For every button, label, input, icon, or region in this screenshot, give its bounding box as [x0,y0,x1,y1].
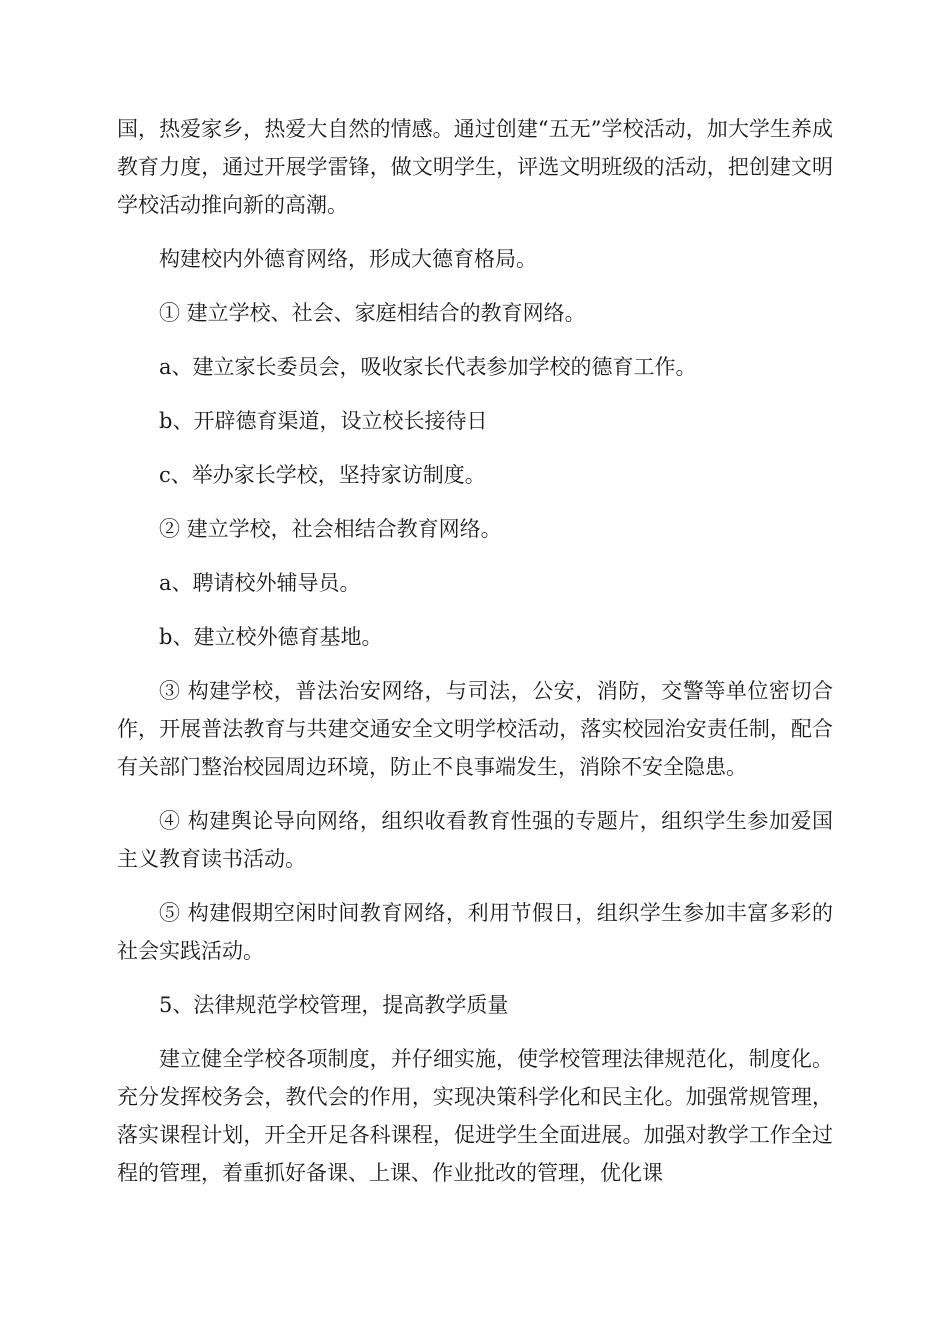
paragraph-5: b、开辟德育渠道，设立校长接待日 [159,409,488,433]
paragraph-10: ③ 构建学校，普法治安网络，与司法，公安，消防，交警等单位密切合作，开展普法教育与共建交通安全文明学校活动，落实校园治安责任制，配合有关部门整治校园周边环境，防止不良事端发生，消除不安全隐患。 [117,679,833,779]
paragraph-1: 国，热爱家乡，热爱大自然的情感。通过创建“五无”学校活动，加大学生养成教育力度，通过开展学雷锋，做文明学生，评选文明班级的活动，把创建文明学校活动推向新的高潮。 [117,117,833,217]
paragraph-8: a、聘请校外辅导员。 [159,571,361,595]
paragraph-3: ① 建立学校、社会、家庭相结合的教育网络。 [159,301,586,325]
paragraph-6: c、举办家长学校，坚持家访制度。 [159,463,486,487]
paragraph-11: ④ 构建舆论导向网络，组织收看教育性强的专题片，组织学生参加爱国主义教育读书活动。 [117,809,833,871]
paragraph-12: ⑤ 构建假期空闲时间教育网络，利用节假日，组织学生参加丰富多彩的社会实践活动。 [117,901,833,963]
paragraph-4: a、建立家长委员会，吸收家长代表参加学校的德育工作。 [159,355,697,379]
paragraph-14: 建立健全学校各项制度，并仔细实施，使学校管理法律规范化，制度化。充分发挥校务会，教代会的作用，实现决策科学化和民主化。加强常规管理，落实课程计划，开全开足各科课程，促进学生全面进展。加强对教学工作全过程的管理，着重抓好备课、上课、作业批改的管理，优化课 [117,1047,833,1185]
paragraph-2: 构建校内外德育网络，形成大德育格局。 [159,247,537,271]
paragraph-9: b、建立校外德育基地。 [159,625,383,649]
document-body [117,110,833,1192]
paragraph-7: ② 建立学校，社会相结合教育网络。 [159,517,502,541]
paragraph-13: 5、法律规范学校管理，提高教学质量 [159,993,509,1017]
